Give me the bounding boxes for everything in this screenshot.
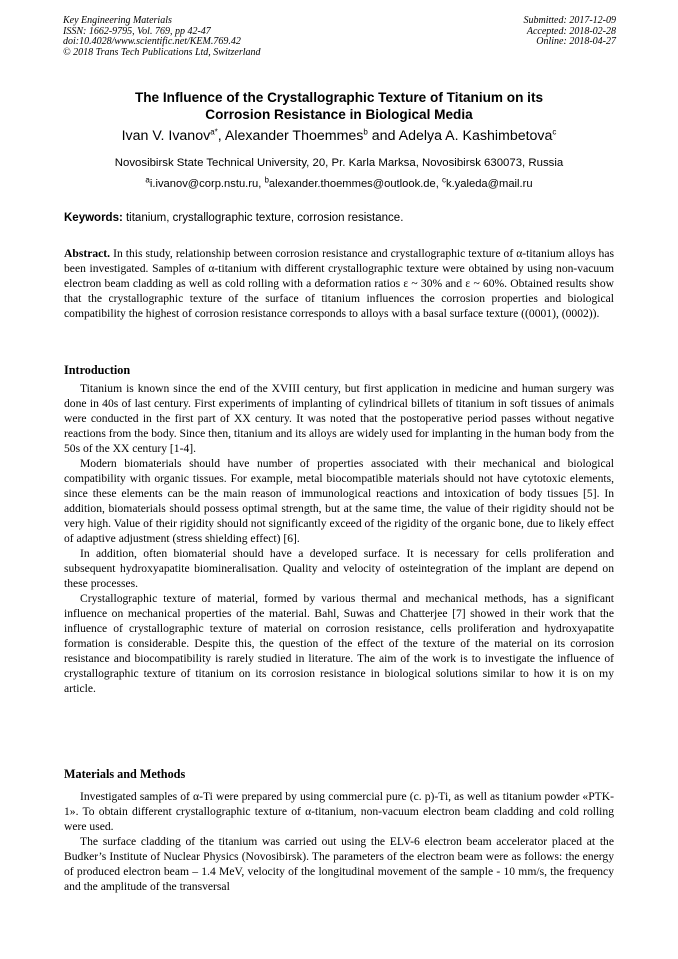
- doi-line: doi:10.4028/www.scientific.net/KEM.769.42: [63, 36, 241, 48]
- keywords-text: titanium, crystallographic texture, corrosion resistance.: [122, 212, 404, 224]
- section-heading-materials-methods: Materials and Methods: [64, 767, 186, 781]
- email-3: k.yaleda@mail.ru: [445, 178, 533, 190]
- author-3-name: Adelya A. Kashimbetova: [398, 128, 553, 144]
- materials-methods-body: [64, 789, 614, 894]
- email-2-sup: b: [264, 175, 269, 185]
- title-line-1: The Influence of the Crystallographic Texture of Titanium on its: [134, 90, 544, 105]
- abstract: [64, 246, 614, 321]
- journal-header-right: [524, 16, 617, 48]
- intro-paragraph: In addition, often biomaterial should have a developed surface. It is necessary for cells proliferation and subsequent hydroxyapatite biomineralisation. Quality and velocity of osteintegration of the implant are depend on these processes.: [64, 547, 614, 590]
- paper-title: [64, 89, 614, 123]
- issn-line: ISSN: 1662-9795, Vol. 769, pp 42-47: [63, 25, 211, 37]
- title-line-2: Corrosion Resistance in Biological Media: [205, 107, 473, 122]
- submitted-date: Submitted: 2017-12-09: [523, 15, 616, 26]
- author-list: [64, 127, 614, 145]
- email-3-sup: c: [441, 175, 446, 185]
- email-1: i.ivanov@corp.nstu.ru,: [149, 178, 265, 190]
- author-1-name: Ivan V. Ivanov: [121, 128, 211, 144]
- copyright-line: © 2018 Trans Tech Publications Ltd, Switzerland: [63, 46, 261, 58]
- online-date: Online: 2018-04-27: [536, 36, 616, 48]
- journal-name: Key Engineering Materials: [63, 15, 172, 26]
- section-heading-introduction: Introduction: [64, 363, 131, 377]
- keywords-label: Keywords:: [64, 212, 123, 224]
- author-emails: [64, 177, 614, 191]
- intro-paragraph: Crystallographic texture of material, formed by various thermal and mechanical methods, has a significant influence on mechanical properties of the material. Bahl, Suwas and Chatterjee [7] showed in their work that the influence of crystallographic texture of material on corrosion resistance, cells proliferation and hydroxyapatite formation is considerable. Despite this, the question of the effect of the texture of the material on its corrosion resistance and biocompatibility is rarely studied in literature. The aim of the work is to investigate the influence of crystallographic texture of titanium on its corrosion resistance in biological solutions similar to how it is on my article.: [64, 592, 614, 695]
- methods-paragraph: The surface cladding of the titanium was carried out using the ELV-6 electron beam accelerator placed at the Budker’s Institute of Nuclear Physics (Novosibirsk). The parameters of the electron beam were as follows: the energy of produced electron beam – 1.4 MeV, velocity of the longitudinal movement of the sample - 10 mm/s, the frequency and the amplitude of the transversal: [64, 835, 614, 893]
- email-1-sup: a: [145, 175, 150, 185]
- author-2-sup: b: [363, 127, 368, 137]
- methods-paragraph: Investigated samples of α-Ti were prepared by using commercial pure (c. p)-Ti, as well as titanium powder «PTK-1». To obtain different crystallographic texture of α-titanium, non-vacuum electron beam cladding and cold rolling were used.: [64, 790, 614, 833]
- abstract-text: In this study, relationship between corrosion resistance and crystallographic texture of α-titanium alloys has been investigated. Samples of α-titanium with different crystallographic texture were obtained by using non-vacuum electron beam cladding as well as cold rolling with a deformation ratios ε ~ 30% and ε ~ 60%. Obtained results show that the crystallographic texture of the surface of titanium influences the corrosion properties and biological compatibility the highest of corrosion resistance corresponds to alloys with a basal surface texture ((0001), (0002)).: [64, 247, 614, 320]
- accepted-date: Accepted: 2018-02-28: [526, 25, 616, 37]
- intro-paragraph: Modern biomaterials should have number of properties associated with their mechanical and biological compatibility with organic tissues. For example, metal biocompatible materials should not have cytotoxic elements, since these elements can be the main reason of immunological reactions and intoxication of body tissues [5]. In addition, biomaterials should possess optimal strength, but at the same time, the value of their rigidity should not be very high. Value of their rigidity should not significantly exceed of the rigidity of the organic bone, due to likely effect of adaptive adjustment (stress shielding effect) [6].: [64, 457, 614, 545]
- abstract-label: Abstract.: [64, 247, 111, 260]
- intro-paragraph: Titanium is known since the end of the XVIII century, but first application in medicine and human surgery was done in 40s of last century. First experiments of implanting of cylindrical billets of titanium in soft tissues of animals were conducted in the first part of XX century. It was noted that the postoperative period passes without negative reactions from the body. Since then, titanium and its alloys are widely used for implanting in the human body from the 50s of the XX century [1-4].: [64, 382, 614, 455]
- author-3-sup: c: [552, 127, 557, 137]
- keywords: [64, 211, 614, 225]
- affiliation: Novosibirsk State Technical University, 20, Pr. Karla Marksa, Novosibirsk 630073, Russia: [114, 157, 564, 169]
- journal-header-left: [63, 16, 261, 58]
- author-separator-1: ,: [217, 128, 225, 144]
- introduction-body: [64, 381, 614, 696]
- author-1-sup: a*: [210, 127, 218, 137]
- author-2-name: Alexander Thoemmes: [224, 128, 364, 144]
- email-2: alexander.thoemmes@outlook.de,: [268, 178, 442, 190]
- author-separator-2: and: [367, 128, 399, 144]
